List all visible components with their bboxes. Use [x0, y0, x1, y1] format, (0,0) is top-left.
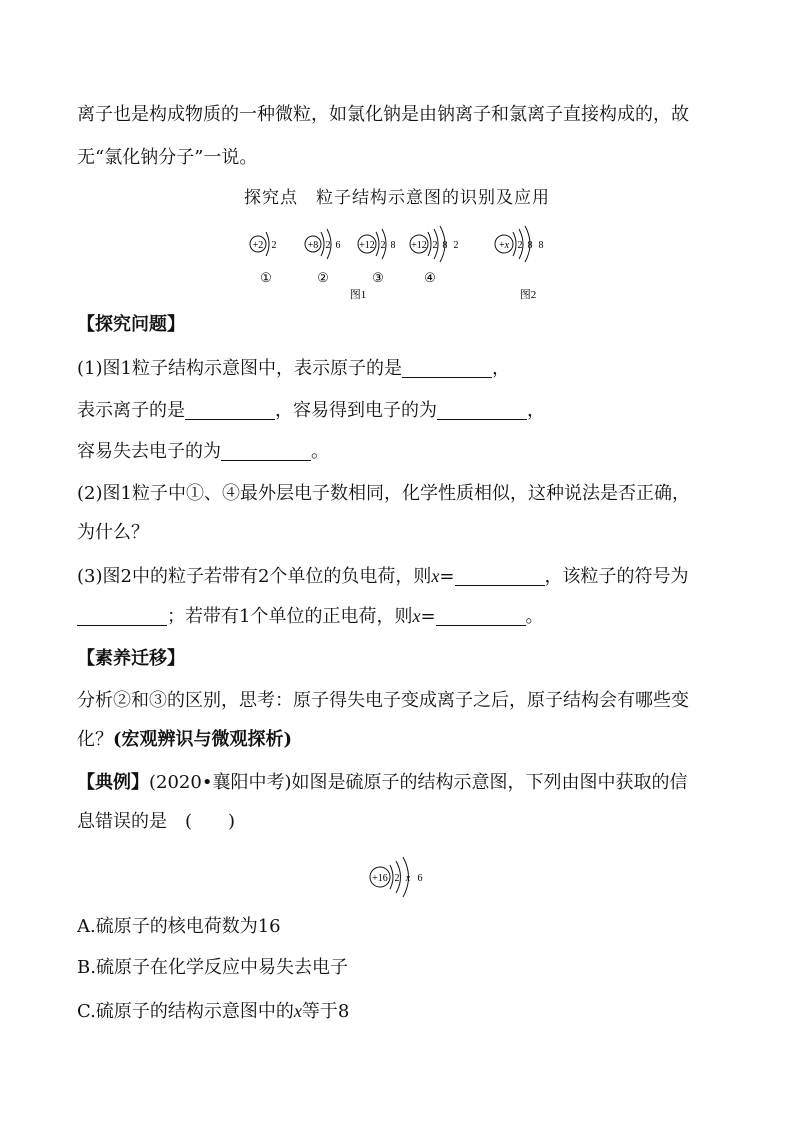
sulfur-nucleus: +16 [372, 873, 388, 884]
particle-3-shell-1: 2 [380, 240, 386, 251]
question-1-line-1 [77, 357, 510, 381]
answer-blank-x-negative[interactable] [455, 567, 545, 586]
example-line-1 [77, 771, 687, 795]
transfer-text-a: 化？ [77, 729, 113, 750]
answer-blank-atoms[interactable] [402, 359, 492, 378]
particle-3-diagram [358, 229, 396, 285]
figure2-diagram [495, 226, 544, 262]
particle-2-shell-2: 6 [335, 240, 341, 251]
particle-2-nucleus: +8 [307, 240, 319, 251]
answer-blank-ions[interactable] [185, 401, 275, 420]
answer-blank-lose-electrons[interactable] [221, 442, 311, 461]
question-2-line-1: (2)图1粒子中①、④最外层电子数相同，化学性质相似，这种说法是否正确， [77, 483, 690, 504]
q3-var: x [431, 566, 440, 586]
q3-eq: = [439, 566, 455, 587]
q3-var-2: x [412, 606, 421, 626]
transfer-line-2 [77, 728, 292, 752]
figure2-shell-2: 8 [527, 240, 533, 251]
option-b[interactable]: B.硫原子在化学反应中易失去电子 [77, 957, 348, 978]
example-heading: 【典例】 [77, 772, 149, 793]
particle-4-shell-3: 2 [453, 240, 459, 251]
figure2-label: 图2 [519, 289, 537, 301]
particle-1-diagram [250, 232, 277, 285]
q1-text-c: 容易失去电子的为 [77, 441, 221, 462]
svg-text:+x [499, 240, 510, 251]
particle-4-shell-2: 8 [442, 240, 448, 251]
particle-3-nucleus: +12 [359, 240, 375, 251]
sulfur-shell-1: 2 [394, 873, 400, 884]
answer-blank-gain-electrons[interactable] [437, 401, 527, 420]
particle-3-shell-2: 8 [390, 240, 396, 251]
particle-4-shell-1: 2 [432, 240, 438, 251]
q3-eq-2: = [420, 606, 436, 627]
particle-2-number: ② [317, 270, 329, 285]
intro-line-1: 离子也是构成物质的一种微粒，如氯化钠是由钠离子和氯离子直接构成的，故 [77, 104, 689, 125]
atom-structure-figures [0, 222, 794, 312]
q3-text-b-mid: ；若带有1个单位的正电荷，则 [167, 606, 413, 627]
figure2-nucleus-sign: + [498, 240, 505, 251]
q1-text-a: (1)图1粒子结构示意图中，表示原子的是 [77, 358, 402, 379]
option-c-var: x [293, 1001, 302, 1021]
particle-2-diagram [305, 229, 341, 285]
figure2-shell-1: 2 [517, 240, 523, 251]
particle-4-number: ④ [424, 270, 436, 285]
figure1-label: 图1 [349, 289, 367, 301]
option-a[interactable]: A.硫原子的核电荷数为16 [77, 916, 281, 937]
particle-1-nucleus: +2 [252, 240, 264, 251]
transfer-competency: (宏观辨识与微观探析) [113, 729, 293, 750]
inquiry-heading: 【探究问题】 [77, 314, 185, 335]
particle-4-nucleus: +12 [411, 240, 427, 251]
particle-4-diagram [410, 226, 459, 285]
option-c[interactable] [77, 999, 349, 1024]
q1-text-b: 表示离子的是 [77, 400, 185, 421]
question-3-line-2 [77, 604, 544, 629]
question-1-line-2 [77, 399, 545, 423]
option-c-text-a: C.硫原子的结构示意图中的 [77, 1001, 294, 1022]
particle-3-number: ③ [372, 270, 384, 285]
q3-text-a: (3)图2中的粒子若带有2个单位的负电荷，则 [77, 566, 432, 587]
particle-1-shell-1: 2 [271, 240, 277, 251]
transfer-line-1: 分析②和③的区别，思考：原子得失电子变成离子之后，原子结构会有哪些变 [77, 690, 689, 711]
figure2-nucleus-var: x [504, 240, 510, 251]
figure2-shell-3: 8 [538, 240, 544, 251]
particle-2-shell-1: 2 [325, 240, 331, 251]
question-1-line-3 [77, 440, 329, 464]
q1-text-b-mid: ，容易得到电子的为 [275, 400, 437, 421]
q1-text-a-end: ， [491, 358, 510, 379]
sulfur-atom-diagram [366, 855, 436, 899]
option-c-text-b: 等于8 [301, 1001, 350, 1022]
sulfur-shell-2: x [405, 873, 411, 884]
answer-blank-symbol[interactable] [77, 607, 167, 626]
sulfur-shell-3: 6 [417, 873, 423, 884]
q1-text-b-end: ， [527, 400, 545, 421]
intro-line-2: 无“氯化钠分子”一说。 [77, 147, 258, 168]
example-text-1: (2020•襄阳中考)如图是硫原子的结构示意图，下列由图中获取的信 [149, 772, 688, 793]
question-2-line-2: 为什么？ [77, 522, 149, 543]
answer-blank-x-positive[interactable] [436, 607, 526, 626]
q3-text-b-end: 。 [525, 606, 544, 627]
q1-text-c-end: 。 [311, 441, 329, 462]
example-line-2: 息错误的是 ( ) [77, 811, 236, 832]
transfer-heading: 【素养迁移】 [77, 648, 185, 669]
question-3-line-1 [77, 564, 689, 589]
particle-1-number: ① [260, 270, 272, 285]
section-title: 探究点 粒子结构示意图的识别及应用 [244, 188, 550, 208]
q3-text-a-end: ，该粒子的符号为 [544, 566, 689, 587]
